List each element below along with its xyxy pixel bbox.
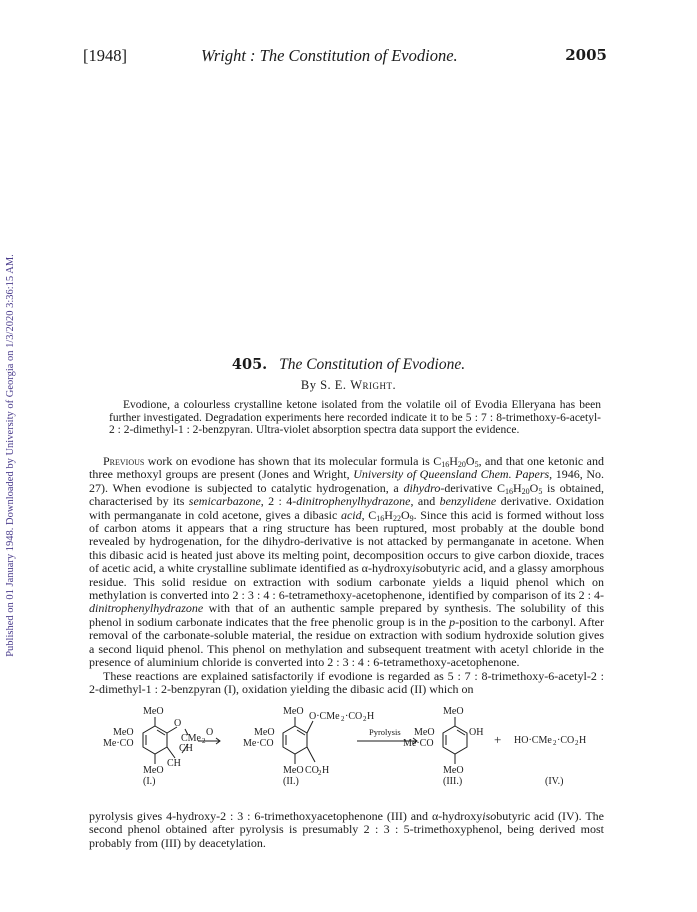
IV-formula-sub2: 2 bbox=[575, 739, 579, 747]
article-body bbox=[89, 455, 604, 696]
pyrolysis-label: Pyrolysis bbox=[369, 727, 401, 737]
bond-II-o bbox=[307, 721, 313, 733]
I-meo-top: MeO bbox=[143, 706, 164, 717]
p1-s16: O bbox=[529, 480, 539, 495]
p1-s34: butyric acid, and a glassy amorphous residue. This solid residue on extraction with sodium carbonate yields a liquid phenol which on methylation is converted into 2 : 3 : 4 : 6-tetramethoxy-acetophenone, identified by comparison of its 2 : 4- bbox=[89, 561, 604, 603]
II-ocme2-h: H bbox=[367, 711, 375, 722]
p1-s23: benzylidene bbox=[439, 494, 497, 509]
byline-initials: S. E. bbox=[320, 378, 347, 392]
ring-III bbox=[443, 726, 467, 754]
II-meco: Me·CO bbox=[243, 738, 274, 749]
IV-formula-b: ·CO bbox=[557, 735, 575, 746]
p1-s27: 16 bbox=[376, 513, 385, 523]
II-ocme2-sub2: 2 bbox=[363, 715, 367, 723]
label-II: (II.) bbox=[283, 776, 299, 787]
III-meco: Me·CO bbox=[403, 738, 434, 749]
article-number: 405. bbox=[231, 356, 268, 373]
running-header bbox=[83, 46, 607, 68]
p1-s08: , and that one ketonic and three methoxyl groups are present (Jones and Wright, bbox=[89, 454, 604, 482]
paragraph-3 bbox=[89, 810, 604, 850]
paragraph-2: These reactions are explained satisfactorily if evodione is regarded as 5 : 7 : 8-trimethoxy-6-acetyl-2 : 2-dimethyl-1 : 2-benzpyran (I), oxidation yielding the dibasic acid (II) which on bbox=[89, 668, 604, 696]
p1-s33: iso bbox=[411, 561, 426, 576]
p1-s06: O bbox=[465, 454, 475, 468]
article-title-text: The Constitution of Evodione. bbox=[279, 356, 466, 373]
III-meo-top: MeO bbox=[443, 706, 464, 717]
p1-s24: derivative. Oxidation with permanganate in cold acetone, gives a dibasic bbox=[89, 494, 604, 522]
p1-s25: acid bbox=[340, 507, 362, 522]
II-meo-bottom: MeO bbox=[283, 765, 304, 776]
II-ocme2-b: ·CO bbox=[345, 711, 363, 722]
p1-s19: semicarbazone bbox=[188, 494, 261, 509]
p1-s04: H bbox=[449, 454, 458, 468]
p1-s02: work on evodione has shown that its molecular formula is C bbox=[144, 454, 442, 468]
I-ring-oxygen: O bbox=[174, 718, 182, 729]
III-oh: OH bbox=[469, 727, 484, 738]
p1-s21: dinitrophenylhydrazone bbox=[296, 494, 411, 509]
article-body-continued bbox=[89, 810, 604, 850]
p1-s03: 16 bbox=[441, 460, 450, 469]
p1-s37: p bbox=[449, 614, 456, 629]
II-co2h-a: CO bbox=[305, 765, 319, 776]
p1-s35: dinitrophenylhydrazone bbox=[89, 601, 204, 616]
p3-s1: pyrolysis gives 4-hydroxy-2 : 3 : 6-trimethoxyacetophenone (III) and α-hydroxy bbox=[89, 809, 483, 823]
p1-s26: , C bbox=[361, 507, 377, 522]
download-notice-text: Published on 01 January 1948. Downloaded by University of Georgia on 1/3/2020 3:36:15 AM. bbox=[4, 253, 16, 657]
p1-s10: , 1946, No. 27). When evodione is subjected to catalytic hydrogenation, a bbox=[89, 467, 604, 495]
p1-s20: , 2 : 4- bbox=[260, 494, 297, 509]
p1-s31: 9 bbox=[409, 513, 414, 523]
ring-I bbox=[143, 726, 167, 754]
I-ch-upper: CH bbox=[179, 743, 193, 754]
I-ch-lower: CH bbox=[167, 758, 181, 769]
I-meco: Me·CO bbox=[103, 738, 134, 749]
byline-by: By bbox=[300, 378, 317, 392]
p1-s12: -derivative C bbox=[440, 480, 505, 495]
header-running-title: Wright : The Constitution of Evodione. bbox=[201, 46, 458, 65]
p1-s17: 5 bbox=[538, 486, 543, 496]
p3-s3: butyric acid (IV). The second phenol obtained after pyrolysis is presumably 2 : 3 : 5-trimethoxyphenol, being derived most probably from (III) by deacetylation. bbox=[89, 809, 604, 850]
plus-sign: + bbox=[494, 732, 502, 747]
IV-formula-h: H bbox=[579, 735, 587, 746]
IV-formula-sub: 2 bbox=[553, 739, 557, 747]
p1-s38: -position to the carbonyl. After removal of the carbonate-soluble material, the residue on extraction with sodium hydroxide solution gives a second liquid phenol. This phenol on methylation and subsequent treatment with acetyl chloride in the presence of aluminium chloride is converted into 2 : 3 : 4 : 6-tetramethoxy-acetophenone. bbox=[89, 614, 604, 670]
II-ocme2-a: O·CMe bbox=[309, 711, 340, 722]
label-IV: (IV.) bbox=[545, 776, 564, 787]
p1-s15: 20 bbox=[521, 486, 530, 496]
I-cme2: CMe bbox=[181, 733, 201, 744]
I-meo-bottom: MeO bbox=[143, 765, 164, 776]
p1-s29: 22 bbox=[392, 513, 401, 523]
byline bbox=[0, 378, 697, 393]
article-title bbox=[0, 356, 697, 374]
label-III: (III.) bbox=[443, 776, 463, 787]
II-co2h-h: H bbox=[322, 765, 330, 776]
p1-s11: dihydro bbox=[403, 480, 441, 495]
p1-s28: H bbox=[384, 507, 393, 522]
reaction-scheme bbox=[95, 704, 610, 808]
p3-s2: iso bbox=[482, 809, 497, 823]
byline-surname: Wright. bbox=[350, 378, 397, 392]
II-ocme2-sub: 2 bbox=[341, 715, 345, 723]
p1-s13: 16 bbox=[504, 486, 513, 496]
p1-s30: O bbox=[400, 507, 410, 522]
IV-formula-a: HO·CMe bbox=[514, 735, 552, 746]
I-cme2-sub: 2 bbox=[202, 737, 206, 745]
II-meo-top: MeO bbox=[283, 706, 304, 717]
pyran-I-4 bbox=[167, 747, 175, 758]
p1-s32: . Since this acid is formed without loss of carbon atoms it appears that a ring structure has been ruptured, most probably at the double bond revealed by hydrogenation, for the dihydro-derivative is not attacked by permanganate in acetone. When this dibasic acid is heated just above its melting point, decomposition occurs to give carbon dioxide, traces of acetic acid, a white crystalline sublimate identified as α-hydroxy bbox=[89, 507, 604, 576]
III-meo-left: MeO bbox=[414, 727, 435, 738]
p1-s09: University of Queensland Chem. Papers bbox=[353, 467, 550, 482]
p1-s01: Previous bbox=[103, 454, 145, 468]
bond-II-co2h bbox=[307, 747, 315, 762]
I-meo-left: MeO bbox=[113, 727, 134, 738]
download-notice bbox=[0, 150, 20, 760]
ring-II bbox=[283, 726, 307, 754]
II-co2h-sub: 2 bbox=[318, 769, 322, 777]
II-meo-left: MeO bbox=[254, 727, 275, 738]
p1-s18: is obtained, characterised by its bbox=[89, 480, 605, 509]
header-year: [1948] bbox=[83, 46, 127, 65]
header-page-number: 2005 bbox=[565, 46, 607, 64]
p1-s22: , and bbox=[410, 494, 440, 509]
label-I: (I.) bbox=[143, 776, 156, 787]
p1-s07: 5 bbox=[474, 460, 479, 469]
p1-s14: H bbox=[512, 480, 522, 495]
III-meo-bottom: MeO bbox=[443, 765, 464, 776]
paragraph-1 bbox=[89, 455, 604, 670]
oxidant-label: O bbox=[206, 727, 214, 738]
p1-s36: with that of an authentic sample prepared by synthesis. The solubility of this phenol in sodium carbonate indicates that the free phenolic group is in the bbox=[89, 601, 604, 629]
abstract: Evodione, a colourless crystalline ketone isolated from the volatile oil of Evodia Elleryana has been further investigated. Degradation experiments here recorded indicate it to be 5 : 7 : 8-trimethoxy-6-acetyl-2 : 2-dimethyl-1 : 2-benzpyran. Ultra-violet absorption spectra data support the evidence. bbox=[109, 399, 601, 437]
p1-s05: 20 bbox=[457, 460, 466, 469]
